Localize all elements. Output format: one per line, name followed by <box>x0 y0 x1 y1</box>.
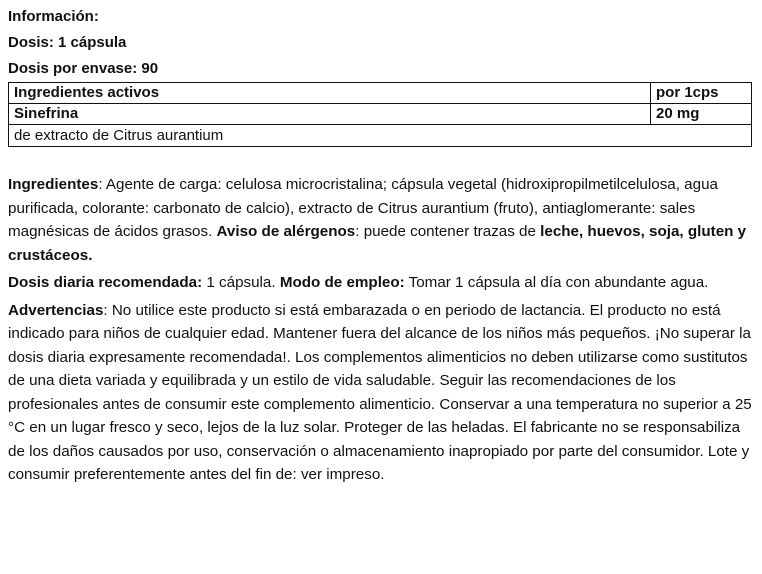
table-header-row <box>9 83 752 104</box>
ingredients-text: : Agente de carga: celulosa microcristalina; cápsula vegetal (hidroxipropilmetilcelulosa, agua purificada, colorante: carbonato de calcio), extracto de Citrus aurantium (fruto), antiaglomerante: sales magnésicas de ácidos grasos. <box>8 176 718 240</box>
ingredient-name-cell: Sinefrina <box>9 104 651 125</box>
dosage-value: 1 cápsula. <box>202 274 280 291</box>
extract-note-cell: de extracto de Citrus aurantium <box>9 125 752 147</box>
allergen-label: Aviso de alérgenos <box>216 223 356 240</box>
warnings-text: : No utilice este producto si está embarazada o en periodo de lactancia. El producto no está indicado para niños de cualquier edad. Mantener fuera del alcance de los niños más pequeños. ¡No superar la dosis diaria expresamente recomendada!. Los complementos alimenticios no deben utilizarse como sustitutos de una dieta variada y equilibrada y un estilo de vida saludable. Seguir las recomendaciones de los profesionales antes de consumir este complemento alimenticio. Conservar a una temperatura no superior a 25 °C en un lugar fresco y seco, lejos de la luz solar. Proteger de las heladas. El fabricante no se responsabiliza de los daños causados por uso, conservación o almacenamiento inapropiado por parte del consumidor. Lote y consumir preferentemente antes del fin de: ver impreso. <box>8 301 752 483</box>
allergen-text: : puede contener trazas de <box>355 223 541 240</box>
table-row-extract <box>9 125 752 147</box>
active-ingredients-table <box>8 82 752 147</box>
allergen-list: leche, huevos, soja, gluten y crustáceos. <box>8 223 747 264</box>
dose-line: Dosis: 1 cápsula <box>8 34 127 51</box>
warnings-label: Advertencias <box>8 301 104 319</box>
ingredient-amount-cell: 20 mg <box>651 104 752 125</box>
usage-label: Modo de empleo: <box>279 274 405 291</box>
dosage-paragraph <box>8 271 754 295</box>
doses-per-container-line: Dosis por envase: 90 <box>8 60 159 77</box>
info-heading: Información: <box>8 8 99 25</box>
header-ingredients-cell: Ingredientes activos <box>9 83 651 104</box>
table-row <box>9 104 752 125</box>
ingredients-paragraph <box>8 173 754 267</box>
header-amount-cell: por 1cps <box>651 83 752 104</box>
dosage-label: Dosis diaria recomendada: <box>8 274 203 291</box>
usage-text: Tomar 1 cápsula al día con abundante agua. <box>404 274 709 291</box>
warnings-paragraph <box>8 299 754 487</box>
supplement-label <box>8 4 754 487</box>
ingredients-label: Ingredientes <box>8 176 99 193</box>
